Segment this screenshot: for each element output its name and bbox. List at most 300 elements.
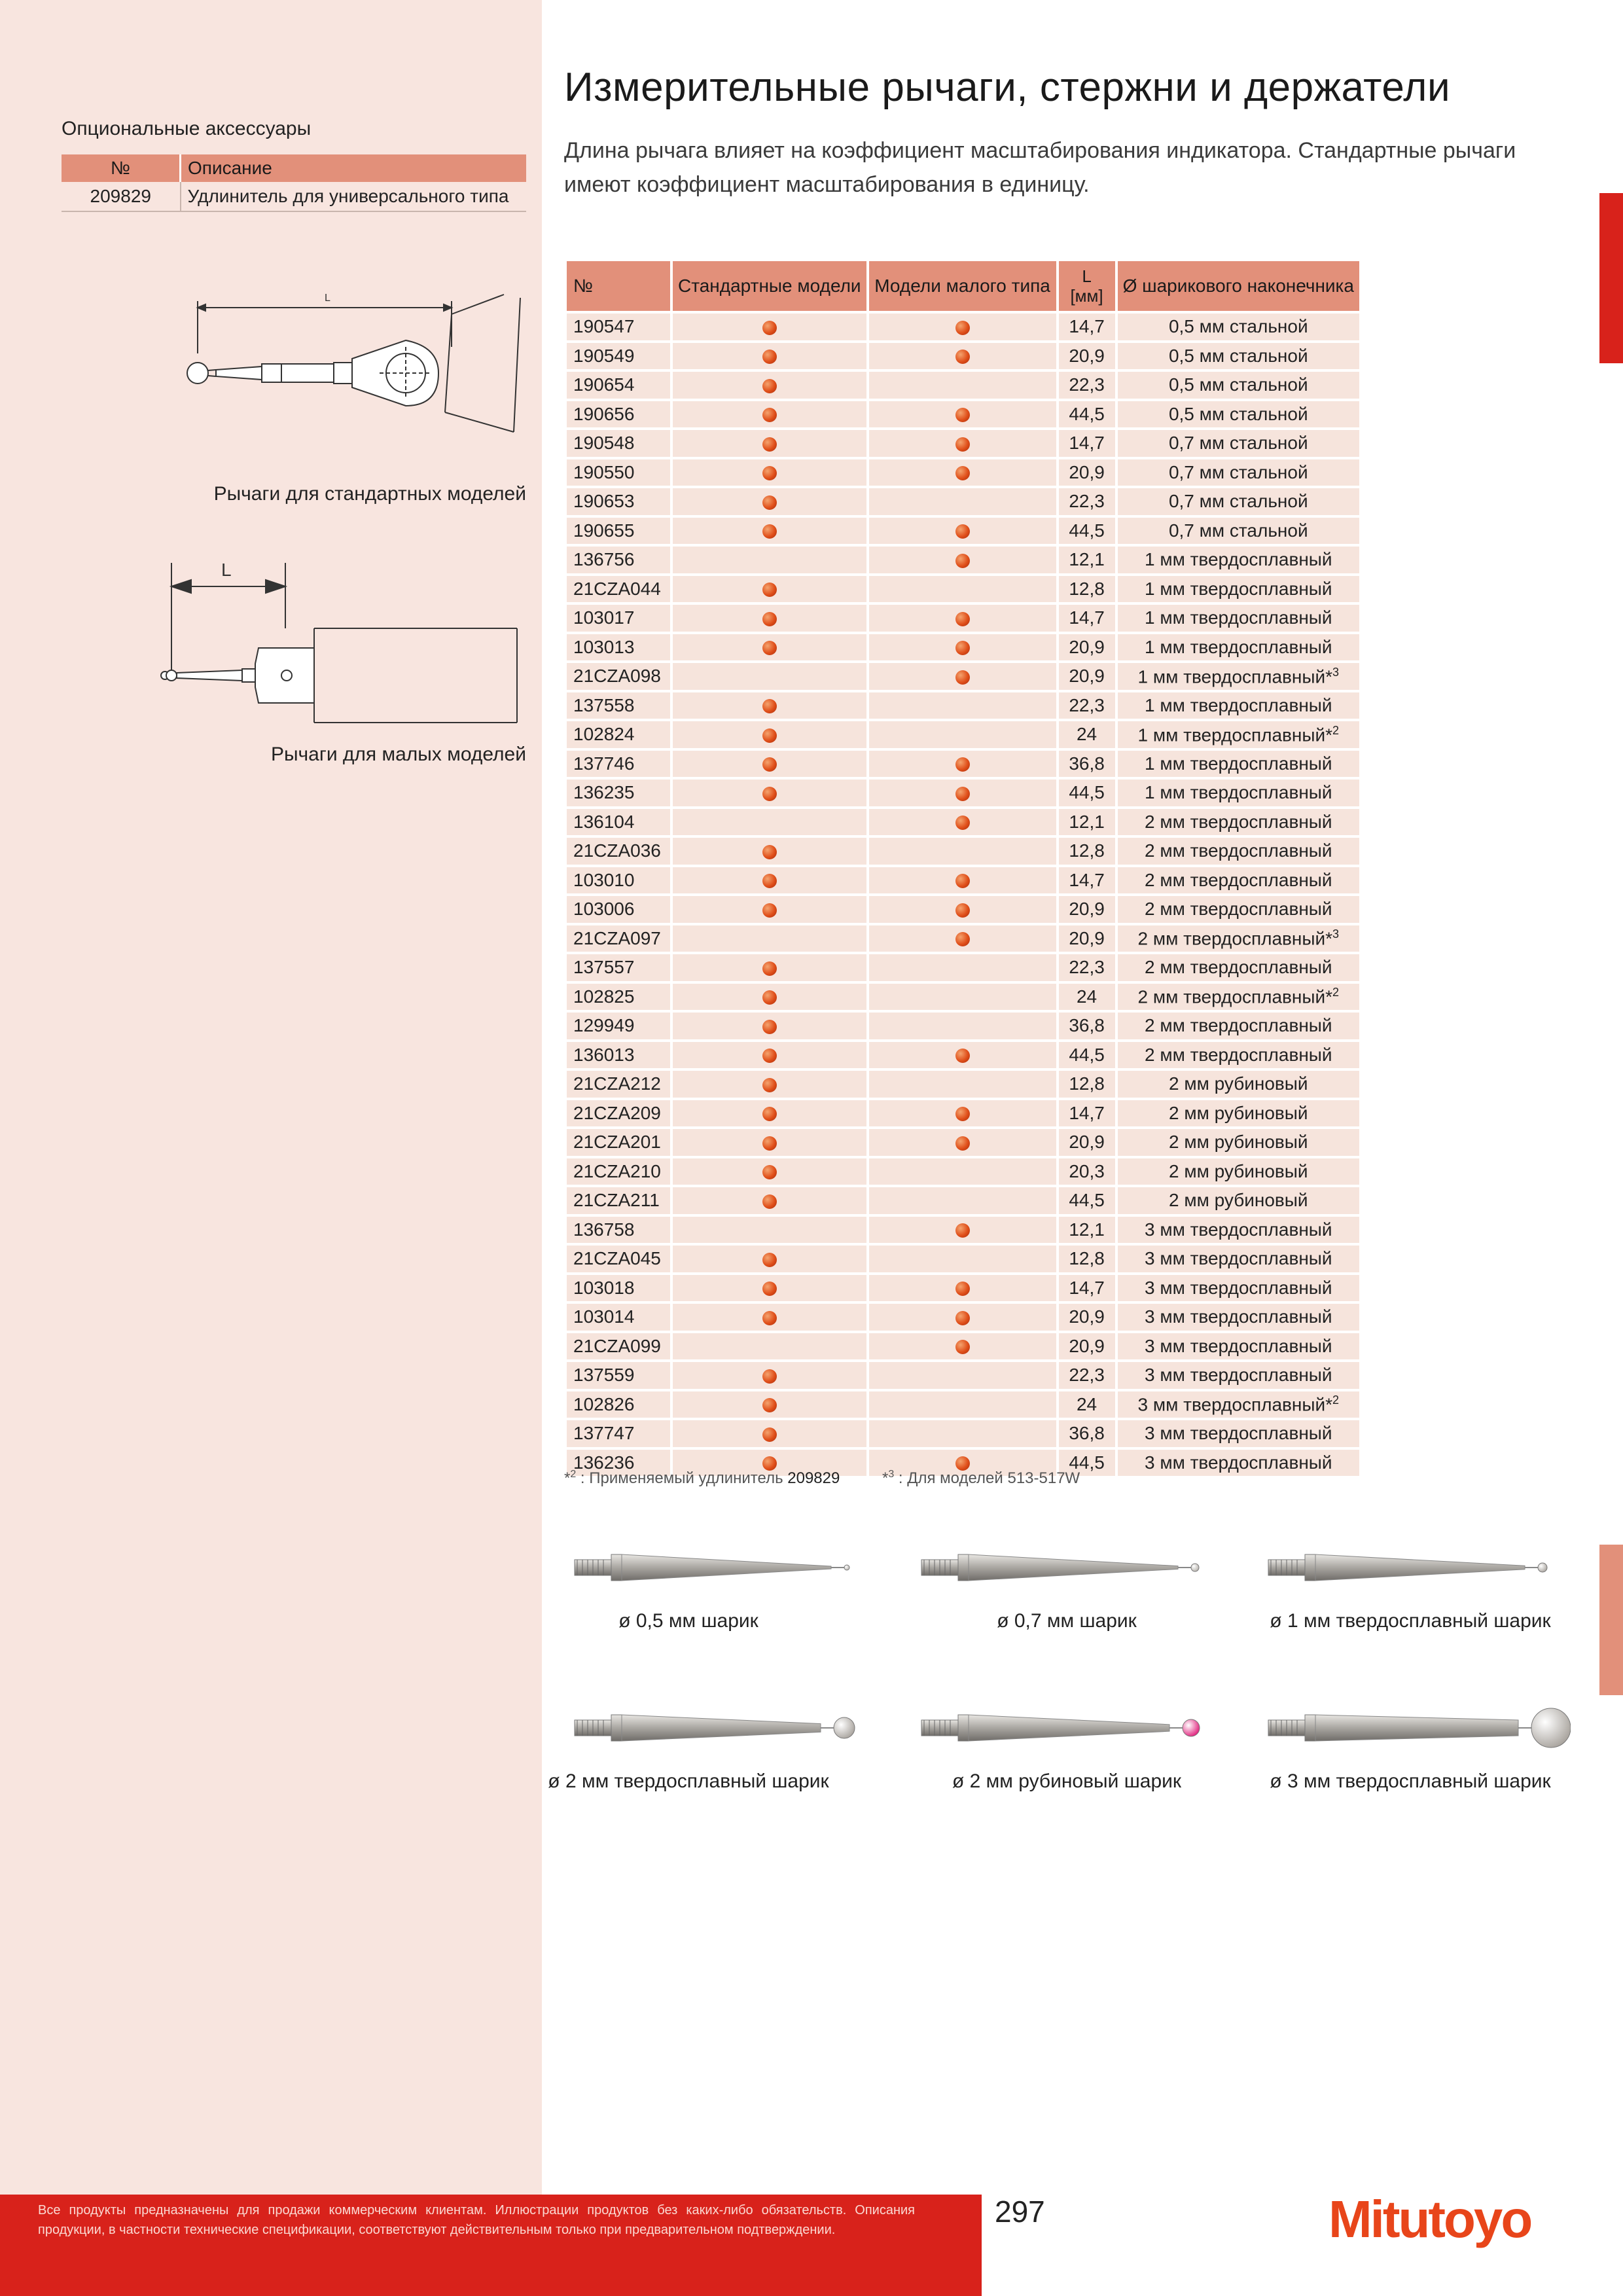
section-tab-marker-light <box>1599 1545 1623 1695</box>
cell-small <box>869 896 1056 923</box>
table-row <box>567 925 1359 952</box>
accessories-cell-no: 209829 <box>62 182 181 211</box>
table-row <box>567 896 1359 923</box>
cell-diameter <box>1118 1042 1359 1069</box>
cell-standard <box>673 925 866 952</box>
cell-diameter <box>1118 1420 1359 1447</box>
cell-part-number: 129949 <box>567 1013 670 1039</box>
table-row <box>567 1042 1359 1069</box>
cell-standard <box>673 1275 866 1302</box>
cell-diameter <box>1118 954 1359 981</box>
cell-length: 44,5 <box>1059 1187 1115 1214</box>
header-standard: Стандартные модели <box>673 261 866 311</box>
cell-diameter <box>1118 692 1359 719</box>
diameter-text: 2 мм твердосплавный <box>1144 811 1332 832</box>
availability-dot-icon <box>955 1107 970 1121</box>
cell-standard <box>673 430 866 457</box>
availability-dot-icon <box>762 379 777 393</box>
availability-dot-icon <box>762 583 777 597</box>
cell-length: 12,8 <box>1059 1246 1115 1272</box>
stylus-caption: ø 0,7 мм шарик <box>997 1610 1137 1632</box>
cell-length: 20,9 <box>1059 1304 1115 1331</box>
cell-length: 22,3 <box>1059 372 1115 399</box>
diameter-text: 1 мм твердосплавный* <box>1137 724 1333 745</box>
table-row <box>567 663 1359 690</box>
stylus-image <box>569 1535 877 1600</box>
table-row <box>567 1217 1359 1244</box>
cell-length: 14,7 <box>1059 605 1115 632</box>
cell-small <box>869 809 1056 836</box>
diameter-text: 2 мм рубиновый <box>1169 1102 1308 1123</box>
cell-part-number: 190547 <box>567 314 670 340</box>
cell-standard <box>673 721 866 748</box>
table-row <box>567 1071 1359 1098</box>
dimension-label-l: L <box>325 293 330 304</box>
footnote-ref: 2 <box>1332 1393 1340 1407</box>
footnote-3-sup: 3 <box>888 1469 895 1480</box>
table-row <box>567 692 1359 719</box>
availability-dot-icon <box>955 1340 970 1354</box>
availability-dot-icon <box>762 1020 777 1034</box>
cell-standard <box>673 663 866 690</box>
cell-part-number: 136758 <box>567 1217 670 1244</box>
cell-length: 14,7 <box>1059 1100 1115 1127</box>
cell-small <box>869 1158 1056 1185</box>
diameter-text: 3 мм твердосплавный* <box>1137 1394 1333 1415</box>
cell-part-number: 137746 <box>567 751 670 778</box>
cell-small <box>869 1071 1056 1098</box>
diameter-text: 3 мм твердосплавный <box>1144 1423 1332 1444</box>
cell-small <box>869 838 1056 865</box>
cell-part-number: 21CZA036 <box>567 838 670 865</box>
stylus-image <box>1263 1535 1571 1600</box>
cell-standard <box>673 634 866 661</box>
table-row <box>567 809 1359 836</box>
table-row <box>567 634 1359 661</box>
cell-small <box>869 1100 1056 1127</box>
cell-part-number: 21CZA209 <box>567 1100 670 1127</box>
diameter-text: 3 мм твердосплавный <box>1144 1335 1332 1356</box>
cell-length: 44,5 <box>1059 780 1115 806</box>
cell-part-number: 103006 <box>567 896 670 923</box>
cell-diameter <box>1118 459 1359 486</box>
cell-small <box>869 984 1056 1011</box>
cell-small <box>869 1013 1056 1039</box>
cell-small <box>869 1217 1056 1244</box>
cell-standard <box>673 372 866 399</box>
availability-dot-icon <box>955 641 970 655</box>
cell-diameter <box>1118 372 1359 399</box>
footnote-2-sup: 2 <box>570 1469 577 1480</box>
cell-part-number: 137558 <box>567 692 670 719</box>
availability-dot-icon <box>762 495 777 510</box>
cell-diameter <box>1118 1246 1359 1272</box>
table-row <box>567 314 1359 340</box>
cell-small <box>869 1129 1056 1156</box>
table-row <box>567 1275 1359 1302</box>
cell-small <box>869 1420 1056 1447</box>
diameter-text: 0,5 мм стальной <box>1168 316 1308 337</box>
diameter-text: 1 мм твердосплавный <box>1144 636 1332 657</box>
cell-standard <box>673 1013 866 1039</box>
cell-part-number: 137747 <box>567 1420 670 1447</box>
accessories-header-no: № <box>62 154 181 182</box>
availability-dot-icon <box>762 1136 777 1151</box>
table-row <box>567 751 1359 778</box>
stylus-image <box>916 1535 1224 1600</box>
cell-diameter <box>1118 1158 1359 1185</box>
availability-dot-icon <box>955 1282 970 1296</box>
cell-small <box>869 925 1056 952</box>
table-row <box>567 518 1359 545</box>
table-row <box>567 430 1359 457</box>
availability-dot-icon <box>762 961 777 976</box>
cell-part-number: 103017 <box>567 605 670 632</box>
cell-small <box>869 751 1056 778</box>
diameter-text: 2 мм рубиновый <box>1169 1160 1308 1181</box>
cell-diameter <box>1118 1187 1359 1214</box>
cell-part-number: 21CZA098 <box>567 663 670 690</box>
cell-part-number: 21CZA212 <box>567 1071 670 1098</box>
cell-diameter <box>1118 1100 1359 1127</box>
cell-standard <box>673 576 866 603</box>
cell-small <box>869 459 1056 486</box>
cell-length: 14,7 <box>1059 430 1115 457</box>
table-row <box>567 1100 1359 1127</box>
availability-dot-icon <box>762 1311 777 1325</box>
stylus-caption: ø 2 мм рубиновый шарик <box>952 1770 1182 1792</box>
cell-part-number: 21CZA201 <box>567 1129 670 1156</box>
table-row <box>567 867 1359 894</box>
cell-diameter <box>1118 1333 1359 1360</box>
header-length <box>1059 261 1115 311</box>
cell-diameter <box>1118 1304 1359 1331</box>
cell-small <box>869 488 1056 515</box>
cell-part-number: 21CZA044 <box>567 576 670 603</box>
availability-dot-icon <box>762 466 777 480</box>
cell-small <box>869 954 1056 981</box>
cell-length: 12,8 <box>1059 838 1115 865</box>
table-header-row <box>567 261 1359 311</box>
cell-standard <box>673 1246 866 1272</box>
diameter-text: 2 мм твердосплавный <box>1144 899 1332 920</box>
cell-small <box>869 401 1056 428</box>
diameter-text: 1 мм твердосплавный <box>1144 607 1332 628</box>
cell-length: 22,3 <box>1059 488 1115 515</box>
page-number: 297 <box>995 2195 1045 2229</box>
cell-small <box>869 867 1056 894</box>
availability-dot-icon <box>762 845 777 859</box>
cell-length: 12,1 <box>1059 547 1115 573</box>
cell-diameter <box>1118 838 1359 865</box>
cell-diameter <box>1118 751 1359 778</box>
availability-dot-icon <box>955 554 970 568</box>
diameter-text: 0,5 мм стальной <box>1168 345 1308 366</box>
cell-diameter <box>1118 1391 1359 1418</box>
availability-dot-icon <box>762 1165 777 1179</box>
availability-dot-icon <box>762 1427 777 1442</box>
header-length-label: L <box>1082 266 1092 286</box>
footnote-3 <box>882 1469 1080 1488</box>
diameter-text: 0,7 мм стальной <box>1168 433 1308 454</box>
small-lever-caption: Рычаги для малых моделей <box>270 744 526 765</box>
cell-length: 20,9 <box>1059 634 1115 661</box>
cell-diameter <box>1118 605 1359 632</box>
cell-standard <box>673 1304 866 1331</box>
cell-length: 44,5 <box>1059 518 1115 545</box>
cell-part-number: 137557 <box>567 954 670 981</box>
availability-dot-icon <box>762 1107 777 1121</box>
cell-part-number: 190653 <box>567 488 670 515</box>
table-row <box>567 547 1359 573</box>
cell-length: 24 <box>1059 721 1115 748</box>
cell-part-number: 21CZA045 <box>567 1246 670 1272</box>
cell-standard <box>673 343 866 370</box>
standard-lever-caption: Рычаги для стандартных моделей <box>213 483 526 505</box>
availability-dot-icon <box>955 670 970 685</box>
availability-dot-icon <box>955 874 970 888</box>
availability-dot-icon <box>955 466 970 480</box>
stylus-caption: ø 0,5 мм шарик <box>618 1610 758 1632</box>
availability-dot-icon <box>955 524 970 539</box>
diameter-text: 0,5 мм стальной <box>1168 403 1308 424</box>
table-row <box>567 1391 1359 1418</box>
cell-diameter <box>1118 634 1359 661</box>
cell-part-number: 103014 <box>567 1304 670 1331</box>
cell-standard <box>673 1187 866 1214</box>
diameter-text: 1 мм твердосплавный* <box>1137 666 1333 687</box>
cell-part-number: 103018 <box>567 1275 670 1302</box>
cell-part-number: 102825 <box>567 984 670 1011</box>
styli-table <box>564 259 1362 1479</box>
cell-small <box>869 547 1056 573</box>
diameter-text: 2 мм рубиновый <box>1169 1073 1308 1094</box>
table-row <box>567 1362 1359 1389</box>
availability-dot-icon <box>955 787 970 801</box>
cell-part-number: 190550 <box>567 459 670 486</box>
diameter-text: 2 мм твердосплавный <box>1144 1044 1332 1065</box>
table-row <box>567 343 1359 370</box>
table-row <box>567 1304 1359 1331</box>
cell-standard <box>673 984 866 1011</box>
footnote-2-code: 209829 <box>787 1469 840 1487</box>
cell-diameter <box>1118 780 1359 806</box>
stylus-image <box>916 1695 1224 1761</box>
diameter-text: 3 мм твердосплавный <box>1144 1219 1332 1240</box>
diameter-text: 2 мм твердосплавный* <box>1137 928 1333 949</box>
footnote-ref: 3 <box>1332 665 1340 679</box>
cell-length: 20,9 <box>1059 343 1115 370</box>
table-row <box>567 780 1359 806</box>
cell-part-number: 190548 <box>567 430 670 457</box>
cell-length: 22,3 <box>1059 954 1115 981</box>
cell-diameter <box>1118 1362 1359 1389</box>
cell-diameter <box>1118 925 1359 952</box>
cell-diameter <box>1118 518 1359 545</box>
cell-part-number: 190656 <box>567 401 670 428</box>
cell-length: 20,9 <box>1059 1129 1115 1156</box>
diameter-text: 2 мм твердосплавный <box>1144 1015 1332 1036</box>
cell-standard <box>673 518 866 545</box>
stylus-caption: ø 2 мм твердосплавный шарик <box>548 1770 829 1792</box>
diameter-text: 2 мм рубиновый <box>1169 1132 1308 1153</box>
availability-dot-icon <box>762 903 777 918</box>
cell-length: 20,9 <box>1059 459 1115 486</box>
availability-dot-icon <box>762 1398 777 1412</box>
cell-standard <box>673 1158 866 1185</box>
accessories-row <box>62 182 526 211</box>
cell-part-number: 103010 <box>567 867 670 894</box>
cell-length: 22,3 <box>1059 692 1115 719</box>
cell-small <box>869 692 1056 719</box>
diameter-text: 1 мм твердосплавный <box>1144 782 1332 803</box>
cell-standard <box>673 1391 866 1418</box>
cell-length: 36,8 <box>1059 1420 1115 1447</box>
availability-dot-icon <box>762 1253 777 1267</box>
availability-dot-icon <box>762 1369 777 1384</box>
table-body <box>567 314 1359 1476</box>
diameter-text: 2 мм рубиновый <box>1169 1190 1308 1211</box>
diameter-text: 2 мм твердосплавный <box>1144 957 1332 978</box>
availability-dot-icon <box>955 1049 970 1063</box>
cell-part-number: 103013 <box>567 634 670 661</box>
cell-part-number: 102826 <box>567 1391 670 1418</box>
table-row <box>567 1013 1359 1039</box>
availability-dot-icon <box>762 641 777 655</box>
cell-diameter <box>1118 430 1359 457</box>
availability-dot-icon <box>955 757 970 772</box>
table-row <box>567 372 1359 399</box>
availability-dot-icon <box>762 437 777 452</box>
diameter-text: 2 мм твердосплавный <box>1144 869 1332 890</box>
availability-dot-icon <box>955 350 970 364</box>
cell-diameter <box>1118 1450 1359 1477</box>
table-row <box>567 1420 1359 1447</box>
cell-small <box>869 721 1056 748</box>
cell-small <box>869 634 1056 661</box>
cell-part-number: 136013 <box>567 1042 670 1069</box>
cell-standard <box>673 1129 866 1156</box>
availability-dot-icon <box>955 816 970 830</box>
header-no: № <box>567 261 670 311</box>
intro-text: Длина рычага влияет на коэффициент масштабирования индикатора. Стандартные рычаги имеют коэффициент масштабирования в единицу. <box>564 138 1516 197</box>
cell-length: 22,3 <box>1059 1362 1115 1389</box>
stylus-image <box>569 1695 877 1761</box>
cell-length: 44,5 <box>1059 1042 1115 1069</box>
cell-part-number: 136104 <box>567 809 670 836</box>
cell-small <box>869 1304 1056 1331</box>
cell-standard <box>673 1217 866 1244</box>
cell-length: 14,7 <box>1059 1275 1115 1302</box>
availability-dot-icon <box>762 1194 777 1209</box>
cell-diameter <box>1118 343 1359 370</box>
cell-standard <box>673 692 866 719</box>
cell-small <box>869 780 1056 806</box>
cell-small <box>869 343 1056 370</box>
cell-standard <box>673 1420 866 1447</box>
cell-diameter <box>1118 547 1359 573</box>
availability-dot-icon <box>762 699 777 713</box>
table-row <box>567 576 1359 603</box>
diameter-text: 0,7 мм стальной <box>1168 491 1308 512</box>
cell-diameter <box>1118 576 1359 603</box>
header-length-unit: [мм] <box>1070 286 1103 306</box>
cell-standard <box>673 488 866 515</box>
cell-standard <box>673 1100 866 1127</box>
diameter-text: 0,7 мм стальной <box>1168 461 1308 482</box>
cell-part-number: 21CZA099 <box>567 1333 670 1360</box>
section-tab-marker <box>1599 193 1623 363</box>
stylus-caption: ø 1 мм твердосплавный шарик <box>1270 1610 1551 1632</box>
cell-length: 14,7 <box>1059 867 1115 894</box>
availability-dot-icon <box>955 932 970 946</box>
cell-small <box>869 314 1056 340</box>
cell-length: 12,8 <box>1059 1071 1115 1098</box>
cell-standard <box>673 751 866 778</box>
availability-dot-icon <box>955 321 970 335</box>
cell-diameter <box>1118 867 1359 894</box>
cell-standard <box>673 809 866 836</box>
cell-part-number: 136236 <box>567 1450 670 1477</box>
cell-length: 20,9 <box>1059 1333 1115 1360</box>
availability-dot-icon <box>762 728 777 743</box>
cell-length: 12,1 <box>1059 809 1115 836</box>
cell-diameter <box>1118 663 1359 690</box>
cell-standard <box>673 1042 866 1069</box>
cell-length: 36,8 <box>1059 751 1115 778</box>
availability-dot-icon <box>955 903 970 918</box>
cell-diameter <box>1118 1013 1359 1039</box>
cell-part-number: 21CZA097 <box>567 925 670 952</box>
disclaimer-text: Все продукты предназначены для продажи коммерческим клиентам. Иллюстрации продуктов без каких-либо обязательств. Описания продукции, в частности технические спецификации, соответствуют действительным только при предварительном подтверждении. <box>38 2203 915 2237</box>
cell-diameter <box>1118 896 1359 923</box>
cell-length: 24 <box>1059 1391 1115 1418</box>
cell-small <box>869 1042 1056 1069</box>
cell-diameter <box>1118 314 1359 340</box>
footnote-2 <box>564 1469 840 1488</box>
cell-small <box>869 1362 1056 1389</box>
diameter-text: 3 мм твердосплавный <box>1144 1306 1332 1327</box>
diameter-text: 3 мм твердосплавный <box>1144 1452 1332 1473</box>
cell-small <box>869 518 1056 545</box>
cell-diameter <box>1118 809 1359 836</box>
cell-diameter <box>1118 488 1359 515</box>
availability-dot-icon <box>762 408 777 422</box>
table-row <box>567 1246 1359 1272</box>
cell-standard <box>673 459 866 486</box>
availability-dot-icon <box>762 1282 777 1296</box>
availability-dot-icon <box>762 524 777 539</box>
cell-length: 20,9 <box>1059 925 1115 952</box>
cell-small <box>869 372 1056 399</box>
table-row <box>567 1129 1359 1156</box>
cell-standard <box>673 780 866 806</box>
availability-dot-icon <box>762 874 777 888</box>
availability-dot-icon <box>762 990 777 1005</box>
accessories-table <box>62 154 526 212</box>
cell-part-number: 136756 <box>567 547 670 573</box>
diameter-text: 1 мм твердосплавный <box>1144 694 1332 715</box>
table-row <box>567 459 1359 486</box>
page-title: Измерительные рычаги, стержни и держатели <box>564 64 1451 110</box>
cell-diameter <box>1118 721 1359 748</box>
cell-part-number: 21CZA211 <box>567 1187 670 1214</box>
table-row <box>567 721 1359 748</box>
cell-small <box>869 430 1056 457</box>
table-row <box>567 605 1359 632</box>
cell-diameter <box>1118 1071 1359 1098</box>
cell-length: 12,8 <box>1059 576 1115 603</box>
